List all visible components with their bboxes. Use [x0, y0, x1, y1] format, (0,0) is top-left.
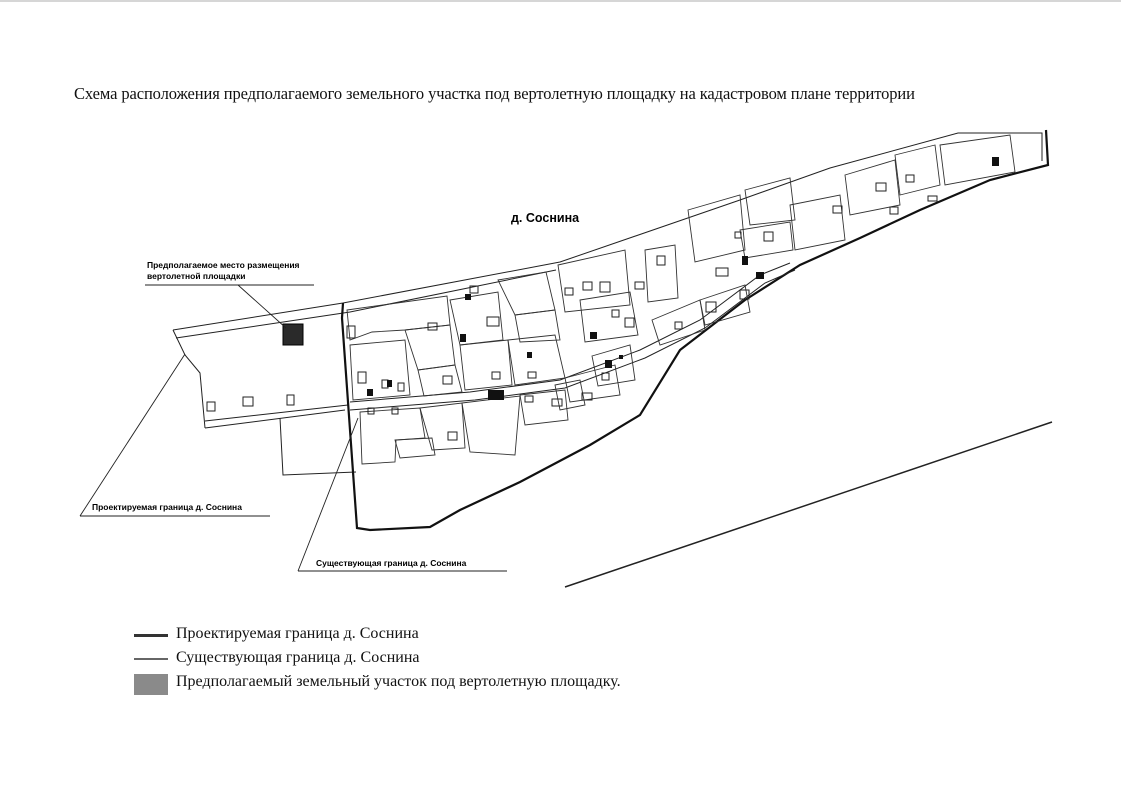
legend-label: Предполагаемый земельный участок под вертолетную площадку.: [176, 673, 621, 690]
thin-line-icon: [134, 658, 168, 660]
helipad-parcel: [283, 324, 303, 345]
village-label: д. Соснина: [511, 211, 580, 225]
thick-line-icon: [134, 634, 168, 637]
gray-swatch-icon: [134, 674, 168, 695]
parcels: [347, 135, 1015, 464]
projected-boundary: [342, 130, 1048, 530]
projected-boundary-label: Проектируемая граница д. Соснина: [92, 502, 242, 512]
village-road: [350, 263, 795, 410]
existing-boundary: [173, 133, 1042, 475]
document-title: Схема расположения предполагаемого земельного участка под вертолетную площадку на кадастровом плане территории: [74, 84, 915, 103]
legend-label: Существующая граница д. Соснина: [176, 649, 420, 666]
legend-label: Проектируемая граница д. Соснина: [176, 625, 419, 642]
diagonal-line: [565, 422, 1052, 587]
helipad-callout-line2: вертолетной площадки: [147, 271, 246, 281]
helipad-callout-line1: Предполагаемое место размещения: [147, 260, 300, 270]
existing-boundary-label: Существующая граница д. Соснина: [316, 558, 467, 568]
